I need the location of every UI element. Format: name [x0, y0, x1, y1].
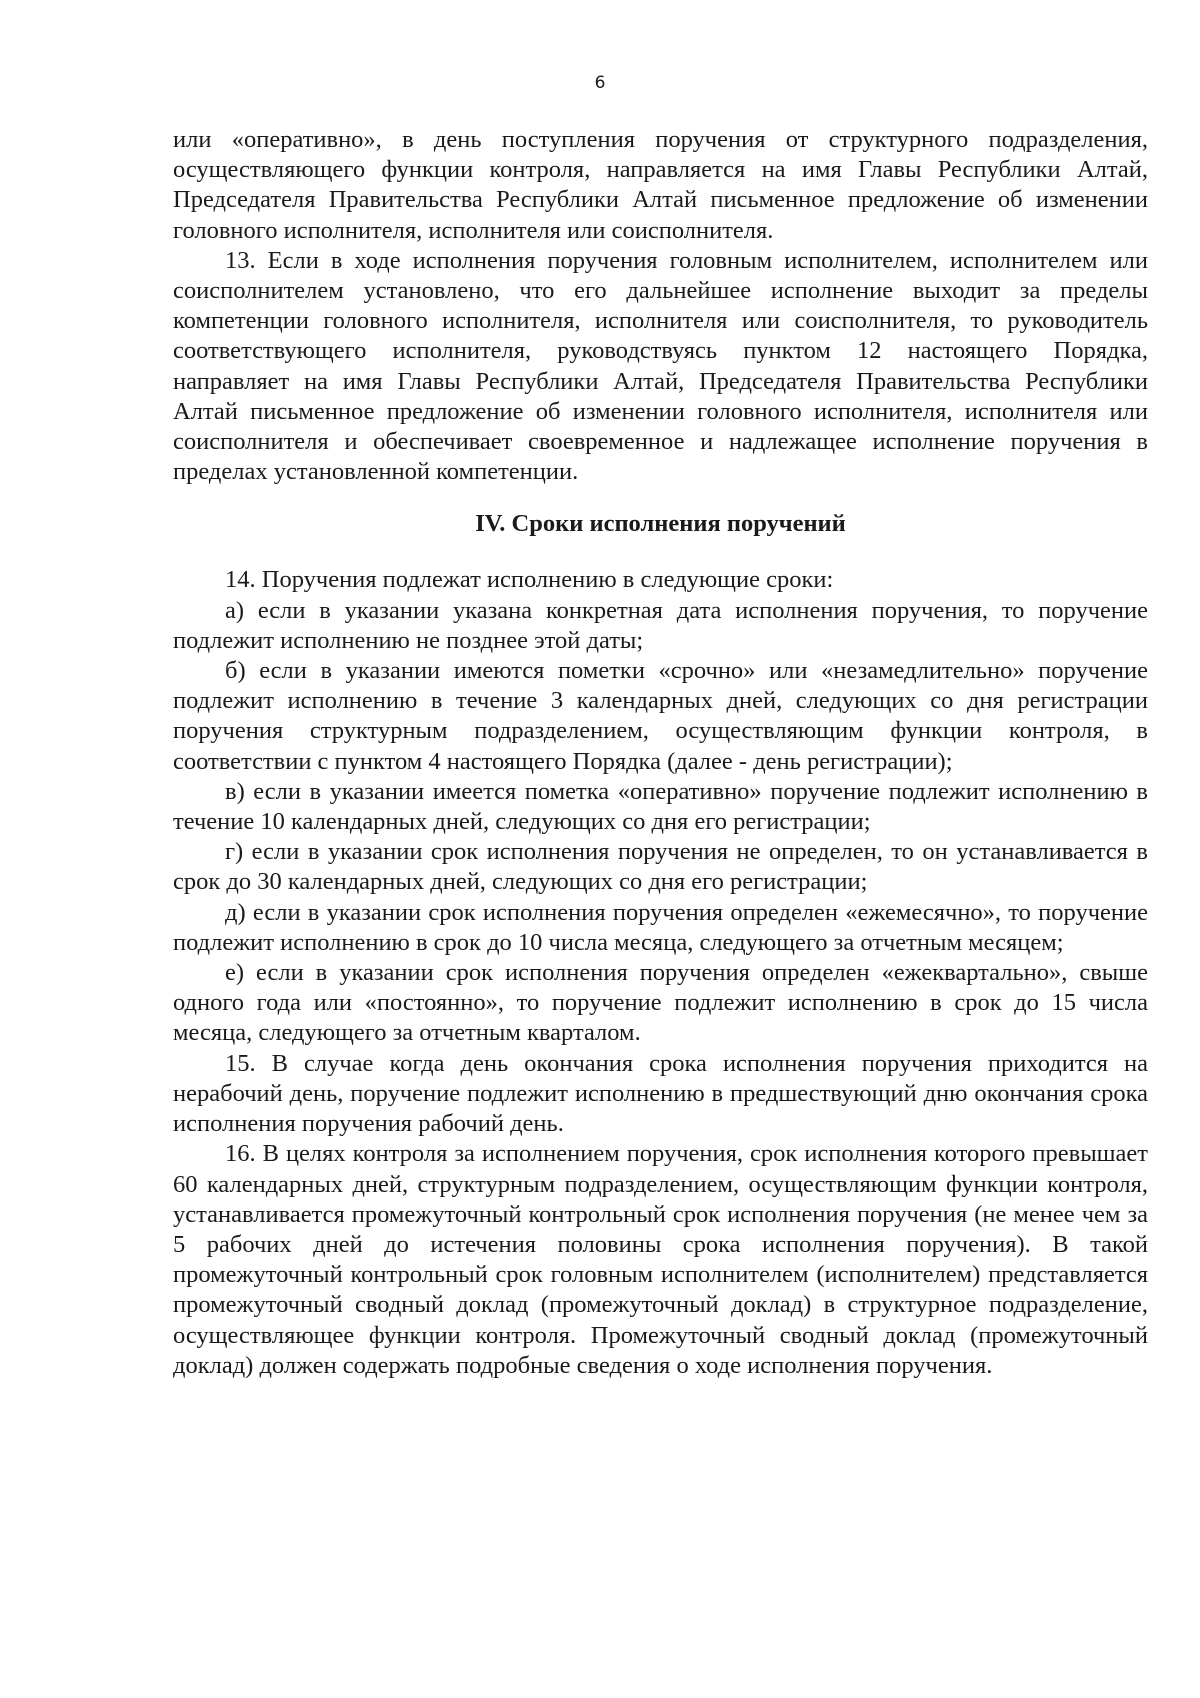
document-body	[173, 125, 1148, 1381]
paragraph-item-15: 15. В случае когда день окончания срока исполнения поручения приходится на нерабочий день, поручение подлежит исполнению в предшествующий дню окончания срока исполнения поручения рабочий день.	[173, 1049, 1148, 1138]
paragraph-item-14g: г) если в указании срок исполнения поручения не определен, то он устанавливается в срок до 30 календарных дней, следующих со дня его регистрации;	[173, 838, 1148, 896]
paragraph-item-14d: д) если в указании срок исполнения поручения определен «ежемесячно», то поручение подлежит исполнению в срок до 10 числа месяца, следующего за отчетным месяцем;	[173, 898, 1148, 956]
paragraph-continuation: или «оперативно», в день поступления поручения от структурного подразделения, осуществляющего функции контроля, направляется на имя Главы Республики Алтай, Председателя Правительства Республики Алтай письменное предложение об изменении головного исполнителя, исполнителя или соисполнителя.	[173, 126, 1148, 244]
paragraph-item-14e: е) если в указании срок исполнения поручения определен «ежеквартально», свыше одного года или «постоянно», то поручение подлежит исполнению в срок до 15 числа месяца, следующего за отчетным кварталом.	[173, 959, 1148, 1047]
section-heading: IV. Сроки исполнения поручений	[475, 510, 846, 538]
paragraph-item-14v: в) если в указании имеется пометка «оперативно» поручение подлежит исполнению в течение 10 календарных дней, следующих со дня его регистрации;	[173, 777, 1148, 836]
paragraph-item-14a: а) если в указании указана конкретная дата исполнения поручения, то поручение подлежит исполнению не позднее этой даты;	[173, 596, 1148, 654]
paragraph-item-16: 16. В целях контроля за исполнением поручения, срок исполнения которого превышает 60 календарных дней, структурным подразделением, осуществляющим функции контроля, устанавливается промежуточный контрольный срок исполнения поручения (не менее чем за 5 рабочих дней до истечения половины срока исполнения поручения). В такой промежуточный контрольный срок головным исполнителем (исполнителем) представляется промежуточный сводный доклад (промежуточный доклад) в структурное подразделение, осуществляющее функции контроля. Промежуточный сводный доклад (промежуточный доклад) должен содержать подробные сведения о ходе исполнения поручения.	[173, 1140, 1148, 1379]
paragraph-item-13: 13. Если в ходе исполнения поручения головным исполнителем, исполнителем или соисполнителем установлено, что его дальнейшее исполнение выходит за пределы компетенции головного исполнителя, исполнителя или соисполнителя, то руководитель соответствующего исполнителя, руководствуясь пунктом 12 настоящего Порядка, направляет на имя Главы Республики Алтай, Председателя Правительства Республики Алтай письменное предложение об изменении головного исполнителя, исполнителя или соисполнителя и обеспечивает своевременное и надлежащее исполнение поручения в пределах установленной компетенции.	[173, 246, 1148, 486]
page-number: 6	[594, 73, 606, 93]
paragraph-item-14b: б) если в указании имеются пометки «срочно» или «незамедлительно» поручение подлежит исполнению в течение 3 календарных дней, следующих со дня регистрации поручения структурным подразделением, осуществляющим функции контроля, в соответствии с пунктом 4 настоящего Порядка (далее - день регистрации);	[173, 657, 1148, 775]
paragraph-item-14: 14. Поручения подлежат исполнению в следующие сроки:	[225, 566, 834, 594]
